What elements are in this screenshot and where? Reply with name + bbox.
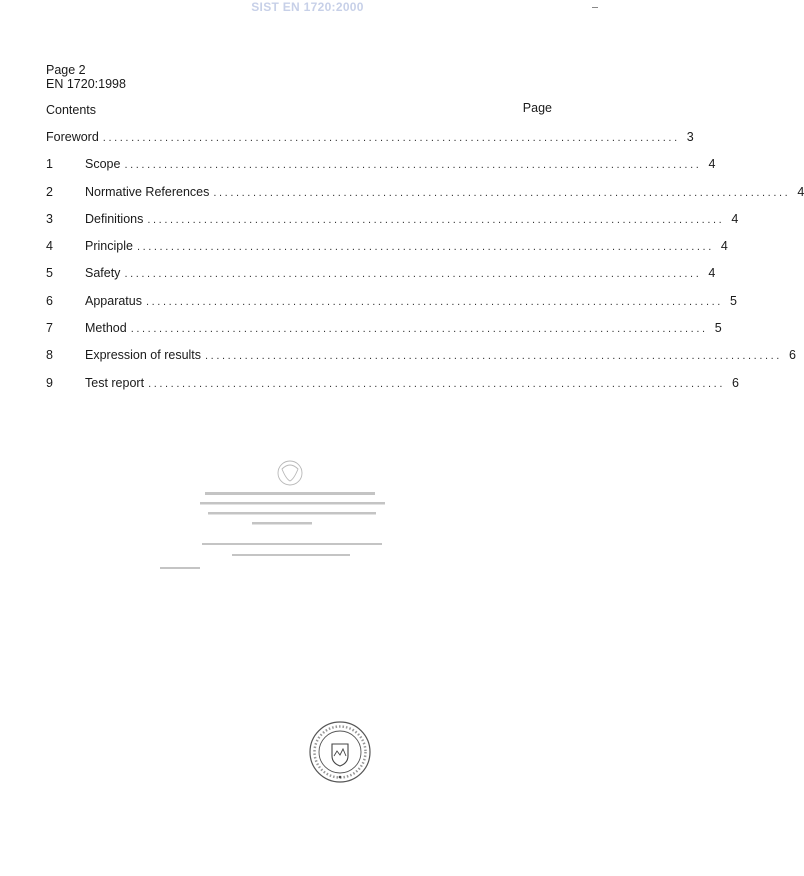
toc-entry[interactable] [46,293,737,321]
toc-entry-page: 4 [731,211,739,226]
toc-leader-dots: ...................................................................................................... [136,241,714,254]
toc-entry-title: Definitions [85,211,144,226]
page-header [46,63,126,91]
toc-entry-title: Safety [85,266,121,281]
toc-entry-number: 6 [46,293,53,308]
toc-entry[interactable] [46,375,739,403]
toc-entry-page: 4 [708,157,716,172]
standard-reference: EN 1720:1998 [46,77,126,91]
toc-entry-number: 9 [46,375,53,390]
toc-entry-title: Scope [85,157,121,172]
toc-entry-number: 3 [46,211,53,226]
toc-leader-dots: ...................................................................................................... [145,295,723,308]
toc-entry-number: 1 [46,157,53,172]
toc-entry-page: 5 [729,293,737,308]
toc-entry-title: Method [85,321,127,336]
toc-leader-dots: ...................................................................................................... [148,377,725,390]
toc-entry[interactable] [46,266,716,293]
toc-entry[interactable] [46,239,728,266]
toc-entry[interactable] [46,348,796,375]
toc-entry-page: 6 [732,375,739,390]
toc-entry-page: 6 [789,348,796,363]
toc-leader-dots: ...................................................................................................... [130,323,708,336]
round-seal-icon [308,720,372,784]
toc-leader-dots: ...................................................................................................... [124,159,702,172]
toc-entry-number: 8 [46,348,53,363]
toc-entry-number: 4 [46,239,53,254]
toc-leader-dots: ...................................................................................................... [205,350,782,363]
toc-entry[interactable] [46,184,804,212]
toc-entry-title: Apparatus [85,293,142,308]
toc-entry[interactable] [46,211,739,239]
page-number: Page 2 [46,63,86,77]
toc-entry-page: 3 [686,130,694,144]
document-watermark: SIST EN 1720:2000 [251,0,364,14]
toc-leader-dots: ...................................................................................................... [102,132,680,144]
toc-entry-page: 5 [714,321,722,336]
page-column-heading: Page [522,101,552,115]
toc-leader-dots: ...................................................................................................... [147,213,725,226]
toc-entry-page: 4 [708,266,716,281]
toc-leader-dots: ...................................................................................................... [213,186,791,199]
toc-entry-title: Normative References [85,184,210,199]
toc-leader-dots: ...................................................................................................... [124,268,702,281]
table-of-contents [46,130,804,403]
toc-entry-number: 5 [46,266,53,281]
toc-entry-title: Principle [85,239,133,254]
toc-entry[interactable] [46,321,722,348]
toc-entry-page: 4 [720,239,728,254]
toc-entry-title: Foreword [46,130,99,144]
contents-heading: Contents [46,103,97,117]
toc-entry-page: 4 [797,184,804,199]
faded-stamp [190,455,390,585]
toc-entry-number: 2 [46,184,53,199]
toc-entry[interactable] [46,157,716,184]
toc-entry-title: Expression of results [85,348,202,363]
toc-entry[interactable] [46,130,694,157]
toc-entry-title: Test report [85,375,145,390]
toc-entry-number: 7 [46,321,53,336]
